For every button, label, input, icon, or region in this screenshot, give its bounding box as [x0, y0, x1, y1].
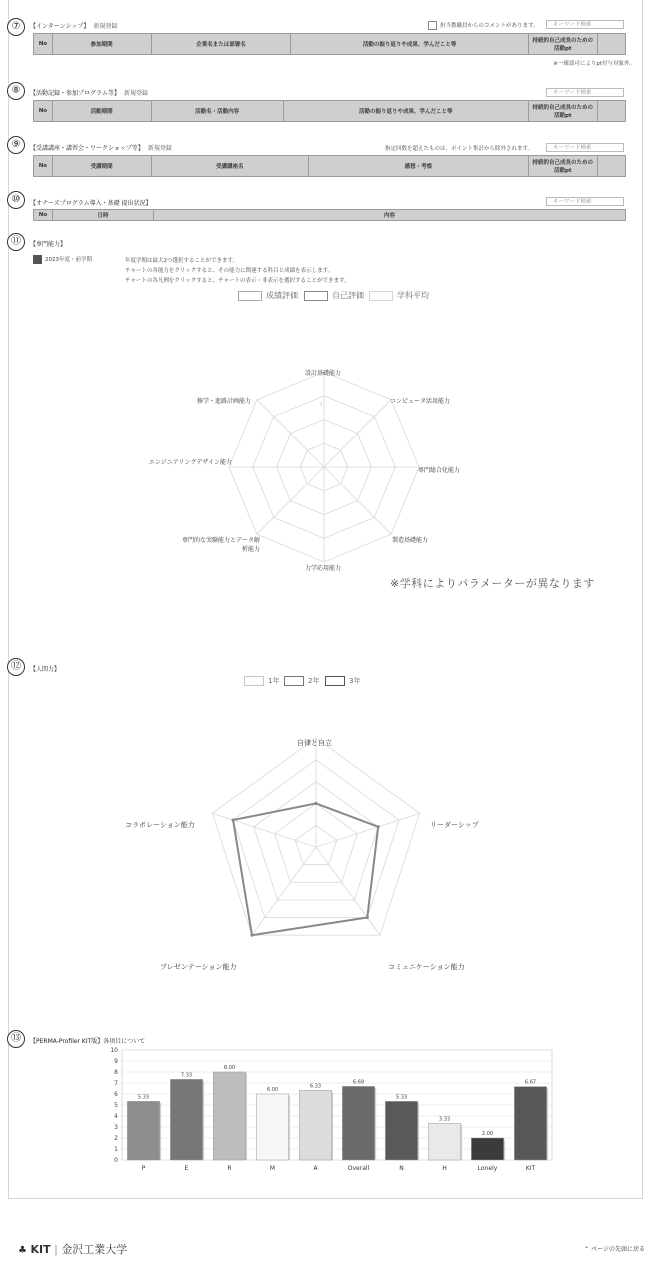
specialty-title: 【専門能力】	[30, 241, 67, 248]
x-tick-label: M	[269, 1165, 276, 1172]
radar2-label-communication[interactable]: コミュニケーション能力	[388, 963, 465, 971]
x-tick-label: R	[227, 1165, 232, 1172]
legend-swatch-year3	[325, 676, 345, 686]
perma-bar-chart	[100, 1044, 560, 1180]
specialty-remark: ※学科によりパラメーターが異なります	[390, 577, 595, 590]
bar-overall[interactable]	[342, 1086, 374, 1160]
humanity-title: 【人間力】	[30, 666, 61, 673]
bar-p[interactable]	[127, 1101, 159, 1160]
col-pt: 持続的自己成長のための活動pt	[528, 156, 597, 177]
activity-search-input[interactable]: キーワード検索	[546, 88, 624, 97]
legend-year3[interactable]	[325, 676, 360, 686]
radar-label-design[interactable]: 設計基礎能力	[305, 370, 342, 377]
x-tick-label: P	[141, 1165, 146, 1172]
internship-new-link[interactable]: 新規登録	[93, 23, 118, 30]
bar-value-label: 6.00	[266, 1087, 279, 1093]
course-new-link[interactable]: 新規登録	[147, 145, 172, 152]
radar2-label-autonomy[interactable]: 自律と自立	[297, 739, 332, 747]
radar2-series-point[interactable]	[314, 802, 317, 805]
bar-value-label: 5.33	[395, 1094, 408, 1101]
col-no: No	[34, 210, 53, 221]
radar-label-experiment[interactable]: 専門的な実験能力とデータ解析能力	[181, 537, 260, 553]
radar2-spoke	[316, 813, 420, 847]
bar-r[interactable]	[213, 1072, 245, 1160]
legend-label-year1: 1年	[268, 677, 280, 685]
footer	[0, 1222, 659, 1278]
radar2-series-point[interactable]	[366, 916, 369, 919]
y-tick-label: 8	[114, 1069, 118, 1076]
section-8-marker: ⑧	[7, 82, 25, 100]
col-pt: 持続的自己成長のための活動pt	[528, 34, 597, 55]
radar-label-computer[interactable]: コンピュータ活用能力	[390, 398, 451, 405]
legend-year1[interactable]	[244, 676, 279, 686]
section-11-marker: ⑪	[7, 233, 25, 251]
internship-search-input[interactable]: キーワード検索	[546, 20, 624, 29]
footer-logo-text: KIT	[30, 1243, 51, 1256]
specialty-help-3: チャートの各凡例をクリックすると、チャートの表示・非表示を選択することができます。	[125, 278, 350, 284]
y-tick-label: 7	[114, 1080, 118, 1087]
radar-label-mechanics[interactable]: 力学応用能力	[305, 565, 342, 572]
bar-h[interactable]	[428, 1123, 460, 1160]
footer-university: 金沢工業大学	[61, 1243, 128, 1256]
internship-footnote: ※一緒認可によりpt付与対象外。	[553, 61, 635, 67]
chevron-up-icon: ⌃	[584, 1246, 590, 1253]
y-tick-label: 5	[114, 1102, 118, 1109]
x-tick-label: H	[442, 1165, 447, 1172]
bar-value-label: 6.67	[524, 1079, 537, 1086]
footer-logo-divider: |	[54, 1243, 58, 1256]
bar-value-label: 5.33	[137, 1094, 150, 1101]
col-no: No	[34, 34, 53, 55]
radar2-spoke	[212, 813, 316, 847]
col-period: 受講期間	[52, 156, 151, 177]
radar2-spoke	[252, 847, 316, 935]
y-tick-label: 0	[114, 1157, 118, 1164]
internship-heading: 【インターンシップ】	[30, 23, 90, 30]
legend-swatch-year1	[244, 676, 264, 686]
bar-value-label: 6.69	[352, 1079, 365, 1086]
legend-label-self: 自己評価	[332, 291, 364, 300]
y-tick-label: 6	[114, 1091, 118, 1098]
back-to-top-link[interactable]	[584, 1244, 645, 1253]
radar-label-career[interactable]: 修学・進路計画能力	[197, 398, 252, 405]
section-9-marker: ⑨	[7, 136, 25, 154]
radar2-series-line[interactable]	[233, 803, 378, 935]
term-checkbox-label: 2023年度・前学期	[45, 257, 92, 263]
section-10-marker: ⑩	[7, 191, 25, 209]
col-company: 企業名または部署名	[151, 34, 291, 55]
x-tick-label: Overall	[347, 1165, 370, 1172]
y-tick-label: 1	[114, 1146, 118, 1153]
section-7-marker: ⑦	[7, 18, 25, 36]
activity-heading: 【活動記録・参加プログラム等】	[30, 90, 120, 97]
col-period: 参加期間	[52, 34, 151, 55]
radar-label-engineering-design[interactable]: エンジニアリングデザイン能力	[148, 459, 232, 466]
honors-title: 【オナーズプログラム導入・基礎 提出状況】	[30, 200, 152, 207]
x-tick-label: KIT	[525, 1165, 536, 1172]
perma-title: 【PERMA-Profiler KIT版】各項目について	[30, 1038, 146, 1045]
x-tick-label: Lonely	[477, 1165, 498, 1172]
radar-label-manufacturing[interactable]: 製造基礎能力	[392, 537, 429, 544]
radar2-series-point[interactable]	[250, 934, 253, 937]
radar1-scale-1: 1	[320, 402, 323, 407]
bar-e[interactable]	[170, 1079, 202, 1160]
radar-label-integration[interactable]: 専門総合化能力	[418, 467, 461, 474]
bar-kit[interactable]	[514, 1087, 546, 1160]
col-impression: 感想・考察	[308, 156, 528, 177]
x-tick-label: A	[313, 1165, 318, 1172]
col-course: 受講講座名	[151, 156, 308, 177]
bar-value-label: 7.33	[180, 1072, 193, 1079]
radar2-label-collaboration[interactable]: コラボレーション能力	[125, 821, 195, 829]
course-heading: 【受講講座・講習会・ワークショップ等】	[30, 145, 144, 152]
humanity-radar-grid	[212, 738, 419, 937]
y-tick-label: 10	[110, 1047, 118, 1054]
radar2-label-leadership[interactable]: リーダーシップ	[430, 821, 479, 829]
bar-value-label: 2.00	[481, 1131, 494, 1137]
bar-n[interactable]	[385, 1101, 417, 1160]
bar-m[interactable]	[256, 1094, 288, 1160]
y-tick-label: 4	[114, 1113, 118, 1120]
section-13-marker: ⑬	[7, 1030, 25, 1048]
radar2-series-point[interactable]	[377, 825, 380, 828]
col-no: No	[34, 101, 53, 122]
footer-logo[interactable]	[18, 1241, 127, 1257]
col-activity: 活動名・活動内容	[151, 101, 283, 122]
col-reflection: 活動の振り返りや成果、学んだこと等	[291, 34, 529, 55]
comment-checkbox-label: 担当教職員からのコメントがあります。	[440, 23, 539, 29]
y-tick-label: 2	[114, 1135, 118, 1142]
course-note: 指定回数を超えたものは、ポイント集計から除外されます。	[385, 146, 534, 152]
bar-value-label: 3.33	[438, 1116, 451, 1123]
bar-value-label: 6.33	[309, 1083, 322, 1090]
legend-label-year2: 2年	[308, 677, 320, 685]
legend-label-grade: 成績評価	[266, 291, 298, 300]
specialty-help-1: 年度学期は最大2つ選択することができます。	[125, 258, 239, 264]
course-search-input[interactable]: キーワード検索	[546, 143, 624, 152]
legend-label-avg: 学科平均	[397, 291, 429, 300]
bar-value-label: 8.00	[223, 1065, 236, 1071]
legend-label-year3: 3年	[349, 677, 361, 685]
activity-new-link[interactable]: 新規登録	[123, 90, 148, 97]
radar2-series-point[interactable]	[231, 818, 234, 821]
bar-lonely[interactable]	[471, 1138, 503, 1160]
bar-a[interactable]	[299, 1090, 331, 1160]
legend-swatch-year2	[284, 676, 304, 686]
honors-search-input[interactable]: キーワード検索	[546, 197, 624, 206]
legend-year2[interactable]	[284, 676, 319, 686]
col-pt: 持続的自己成長のための活動pt	[528, 101, 597, 122]
col-period: 活動期間	[52, 101, 151, 122]
kit-logo-icon: ♣	[18, 1245, 27, 1256]
x-tick-label: E	[184, 1165, 189, 1172]
section-12-marker: ⑫	[7, 658, 25, 676]
y-tick-label: 9	[114, 1058, 118, 1065]
col-datetime: 日時	[53, 210, 154, 221]
col-no: No	[34, 156, 53, 177]
specialty-help-2: チャートの各能力をクリックすると、その能力に関連する科目と成績を表示します。	[125, 268, 334, 274]
x-tick-label: N	[399, 1165, 404, 1172]
back-to-top-label: ページの先頭に戻る	[591, 1246, 645, 1253]
radar2-label-presentation[interactable]: プレゼンテーション能力	[160, 963, 237, 971]
col-content: 内容	[154, 210, 626, 221]
y-tick-label: 3	[114, 1124, 118, 1131]
col-reflection: 活動の振り返りや成果、学んだこと等	[283, 101, 528, 122]
